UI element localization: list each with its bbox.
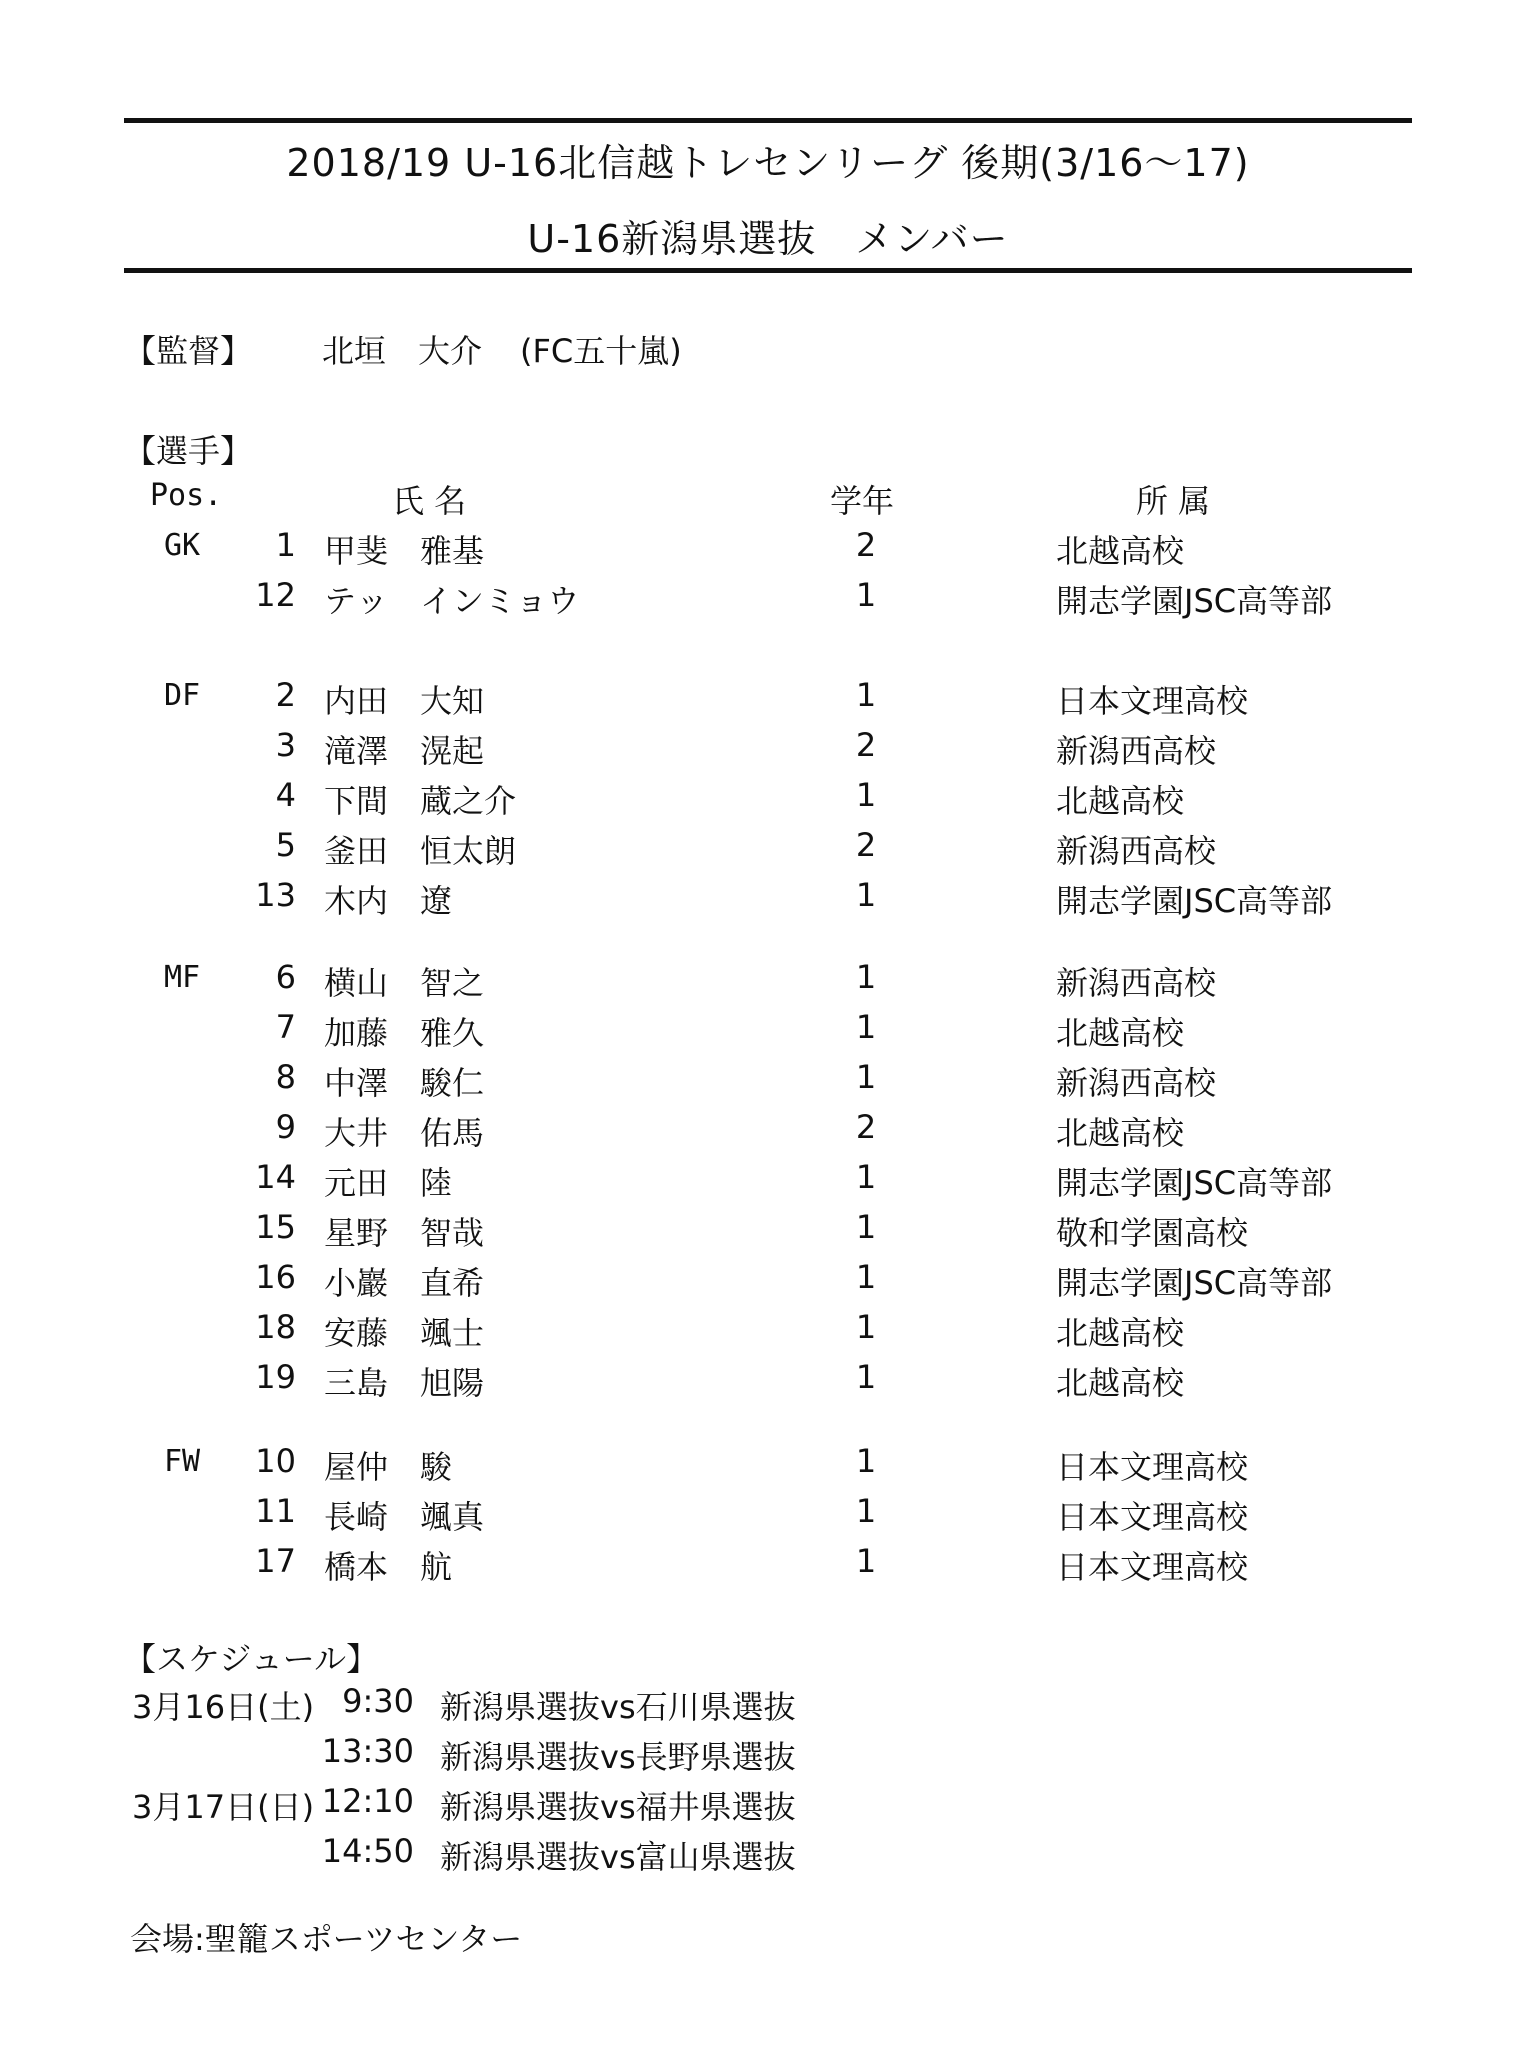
player-number: 19 (255, 1358, 296, 1396)
schedule-date: 3月17日(日) (132, 1788, 315, 1826)
player-name: 横山 智之 (324, 964, 485, 1002)
player-school: 新潟西高校 (1056, 732, 1217, 770)
schedule-time: 9:30 (342, 1682, 414, 1720)
player-number: 10 (255, 1442, 296, 1480)
player-school: 開志学園JSC高等部 (1056, 882, 1333, 920)
player-number: 13 (255, 876, 296, 914)
player-name: テッ インミョウ (324, 582, 580, 620)
player-name: 釜田 恒太朗 (324, 832, 517, 870)
player-name: 内田 大知 (324, 682, 485, 720)
player-number: 17 (255, 1542, 296, 1580)
top-rule (124, 118, 1412, 123)
player-grade: 1 (855, 1358, 877, 1396)
player-school: 新潟西高校 (1056, 1064, 1217, 1102)
player-school: 日本文理高校 (1056, 1498, 1249, 1536)
player-school: 北越高校 (1056, 532, 1185, 570)
player-school: 北越高校 (1056, 782, 1185, 820)
player-number: 2 (275, 676, 296, 714)
player-grade: 1 (855, 776, 877, 814)
player-name: 星野 智哉 (324, 1214, 485, 1252)
header-pos: Pos. (150, 478, 223, 513)
player-grade: 1 (855, 1442, 877, 1480)
player-number: 18 (255, 1308, 296, 1346)
player-number: 16 (255, 1258, 296, 1296)
schedule-date: 3月16日(土) (132, 1688, 315, 1726)
player-school: 日本文理高校 (1056, 1448, 1249, 1486)
player-name: 元田 陸 (324, 1164, 453, 1202)
player-pos: FW (164, 1444, 201, 1479)
player-name: 安藤 颯士 (324, 1314, 485, 1352)
player-name: 中澤 駿仁 (324, 1064, 485, 1102)
player-grade: 1 (855, 576, 877, 614)
schedule-time: 13:30 (321, 1732, 414, 1770)
player-grade: 1 (855, 1542, 877, 1580)
player-pos: MF (164, 960, 201, 995)
player-name: 木内 遼 (324, 882, 453, 920)
player-grade: 1 (855, 1158, 877, 1196)
schedule-time: 14:50 (321, 1832, 414, 1870)
player-school: 開志学園JSC高等部 (1056, 582, 1333, 620)
player-name: 下間 蔵之介 (324, 782, 517, 820)
player-school: 敬和学園高校 (1056, 1214, 1249, 1252)
player-name: 長崎 颯真 (324, 1498, 485, 1536)
player-name: 甲斐 雅基 (324, 532, 485, 570)
schedule-match: 新潟県選抜vs福井県選抜 (440, 1788, 796, 1826)
coach-club: (FC五十嵐) (520, 332, 682, 370)
player-grade: 1 (855, 1008, 877, 1046)
page-title: 2018/19 U-16北信越トレセンリーグ 後期(3/16～17) (286, 141, 1250, 185)
player-number: 5 (275, 826, 296, 864)
player-name: 加藤 雅久 (324, 1014, 485, 1052)
player-school: 開志学園JSC高等部 (1056, 1164, 1333, 1202)
header-name: 氏 名 (392, 482, 467, 520)
player-grade: 2 (855, 726, 877, 764)
player-school: 北越高校 (1056, 1314, 1185, 1352)
coach-label: 【監督】 (124, 332, 253, 370)
player-grade: 1 (855, 676, 877, 714)
players-label: 【選手】 (124, 432, 253, 470)
player-number: 8 (275, 1058, 296, 1096)
player-grade: 1 (855, 1308, 877, 1346)
player-number: 15 (255, 1208, 296, 1246)
player-number: 1 (275, 526, 296, 564)
coach-name: 北垣 大介 (322, 332, 483, 370)
player-grade: 2 (855, 1108, 877, 1146)
player-school: 開志学園JSC高等部 (1056, 1264, 1333, 1302)
player-school: 新潟西高校 (1056, 832, 1217, 870)
schedule-time: 12:10 (321, 1782, 414, 1820)
bottom-rule (124, 268, 1412, 273)
player-number: 11 (255, 1492, 296, 1530)
player-grade: 2 (855, 826, 877, 864)
player-grade: 1 (855, 876, 877, 914)
schedule-match: 新潟県選抜vs石川県選抜 (440, 1688, 796, 1726)
player-grade: 1 (855, 1258, 877, 1296)
player-school: 日本文理高校 (1056, 682, 1249, 720)
player-grade: 1 (855, 1208, 877, 1246)
player-number: 3 (275, 726, 296, 764)
player-pos: GK (164, 528, 201, 563)
player-pos: DF (164, 678, 201, 713)
player-school: 北越高校 (1056, 1364, 1185, 1402)
player-number: 9 (275, 1108, 296, 1146)
schedule-match: 新潟県選抜vs長野県選抜 (440, 1738, 796, 1776)
player-name: 滝澤 滉起 (324, 732, 485, 770)
player-number: 7 (275, 1008, 296, 1046)
header-school: 所 属 (1136, 482, 1211, 520)
player-grade: 1 (855, 1058, 877, 1096)
header-grade: 学年 (830, 482, 895, 520)
player-grade: 2 (855, 526, 877, 564)
page-subtitle: U-16新潟県選抜 メンバー (527, 217, 1009, 261)
player-school: 新潟西高校 (1056, 964, 1217, 1002)
venue: 会場:聖籠スポーツセンター (130, 1920, 523, 1958)
schedule-match: 新潟県選抜vs富山県選抜 (440, 1838, 796, 1876)
player-number: 14 (255, 1158, 296, 1196)
player-name: 小巖 直希 (324, 1264, 485, 1302)
player-name: 橋本 航 (324, 1548, 453, 1586)
player-number: 4 (275, 776, 296, 814)
player-grade: 1 (855, 958, 877, 996)
player-grade: 1 (855, 1492, 877, 1530)
schedule-label: 【スケジュール】 (124, 1640, 379, 1678)
player-number: 6 (275, 958, 296, 996)
player-name: 三島 旭陽 (324, 1364, 485, 1402)
player-school: 日本文理高校 (1056, 1548, 1249, 1586)
player-school: 北越高校 (1056, 1114, 1185, 1152)
player-name: 屋仲 駿 (324, 1448, 453, 1486)
player-name: 大井 佑馬 (324, 1114, 485, 1152)
player-number: 12 (255, 576, 296, 614)
player-school: 北越高校 (1056, 1014, 1185, 1052)
